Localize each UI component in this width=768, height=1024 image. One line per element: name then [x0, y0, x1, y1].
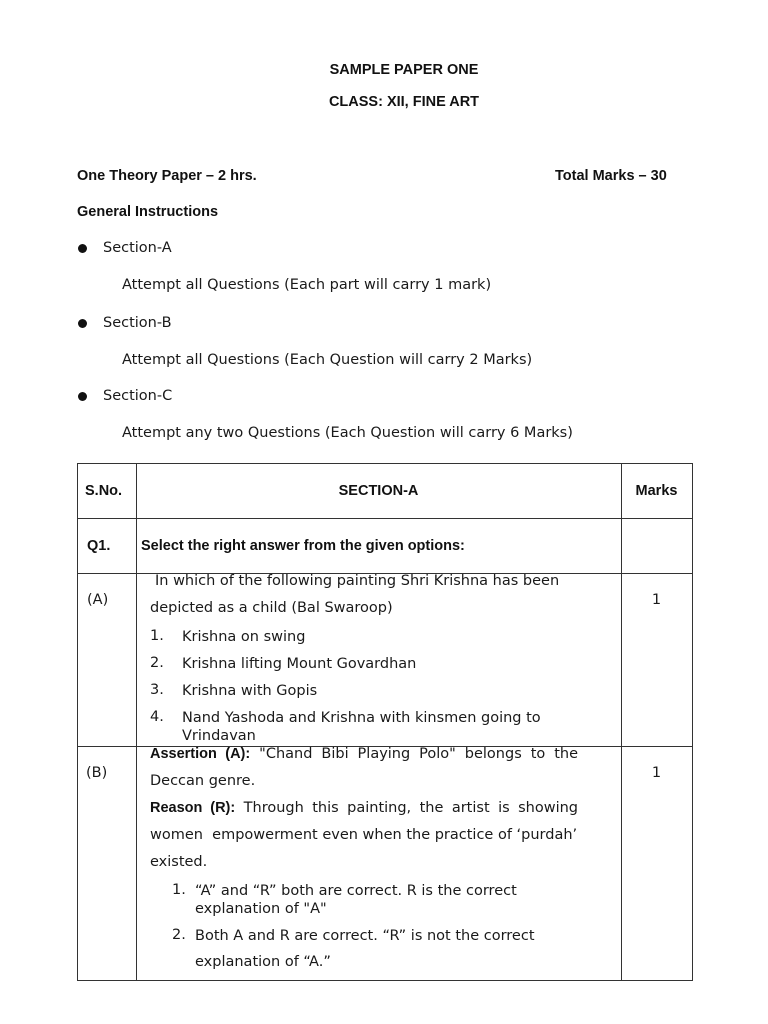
section-c-label: Section-C — [103, 388, 173, 404]
bullet-icon — [78, 392, 87, 401]
part-b-marks: 1 — [651, 765, 662, 781]
assertion-text: "Chand Bibi Playing Polo" belongs to the — [259, 746, 578, 762]
reason-label: Reason (R): — [150, 800, 236, 816]
section-c-description: Attempt any two Questions (Each Question will carry 6 Marks) — [122, 425, 573, 441]
section-a-description: Attempt all Questions (Each part will carry 1 mark) — [122, 277, 492, 293]
reason-line: existed. — [150, 854, 208, 870]
option-number: 1. — [172, 882, 186, 898]
table-border — [136, 463, 137, 981]
table-border — [77, 463, 78, 981]
part-a-question: In which of the following painting Shri Krishna has been — [155, 573, 560, 589]
bullet-icon — [78, 319, 87, 328]
table-border — [77, 463, 693, 464]
paper-info: One Theory Paper – 2 hrs. — [77, 168, 257, 184]
option-number: 2. — [172, 927, 186, 943]
part-a-marks: 1 — [651, 592, 662, 608]
table-border — [77, 518, 693, 519]
option-number: 3. — [150, 682, 164, 698]
assertion-label: Assertion (A): — [150, 746, 251, 762]
table-border — [77, 980, 693, 981]
reason-text: Through this painting, the artist is showing — [243, 800, 578, 816]
q1-number: Q1. — [87, 538, 111, 554]
assertion-line: Deccan genre. — [150, 773, 256, 789]
header-sno: S.No. — [85, 483, 123, 499]
option-text: Krishna with Gopis — [182, 683, 318, 699]
class-line: CLASS: XII, FINE ART — [328, 94, 480, 110]
option-text: “A” and “R” both are correct. R is the correct explanation of "A" — [195, 883, 517, 917]
reason-line — [150, 800, 578, 816]
option-text: Krishna lifting Mount Govardhan — [182, 656, 417, 672]
section-b-description: Attempt all Questions (Each Question will carry 2 Marks) — [122, 352, 533, 368]
option-text: Both A and R are correct. “R” is not the correct — [195, 928, 535, 944]
part-a-label: (A) — [87, 592, 109, 608]
option-number: 2. — [150, 655, 164, 671]
option-number: 4. — [150, 709, 164, 725]
paper-title: SAMPLE PAPER ONE — [329, 62, 479, 78]
assertion-line — [150, 746, 578, 762]
q1-text: Select the right answer from the given options: — [141, 538, 465, 554]
total-marks: Total Marks – 30 — [555, 168, 667, 184]
general-instructions-heading: General Instructions — [77, 204, 219, 220]
table-border — [621, 463, 622, 981]
table-border — [692, 463, 693, 981]
option-text: explanation of “A.” — [195, 954, 331, 970]
header-section: SECTION-A — [338, 483, 419, 499]
section-b-label: Section-B — [103, 315, 172, 331]
option-number: 1. — [150, 628, 164, 644]
header-marks: Marks — [635, 483, 678, 499]
option-text: Krishna on swing — [182, 629, 306, 645]
part-a-question: depicted as a child (Bal Swaroop) — [150, 600, 393, 616]
option-text: Nand Yashoda and Krishna with kinsmen going to Vrindavan — [182, 710, 541, 744]
part-b-label: (B) — [86, 765, 108, 781]
section-a-label: Section-A — [103, 240, 172, 256]
bullet-icon — [78, 244, 87, 253]
reason-line: women empowerment even when the practice of ‘purdah’ — [150, 827, 578, 843]
